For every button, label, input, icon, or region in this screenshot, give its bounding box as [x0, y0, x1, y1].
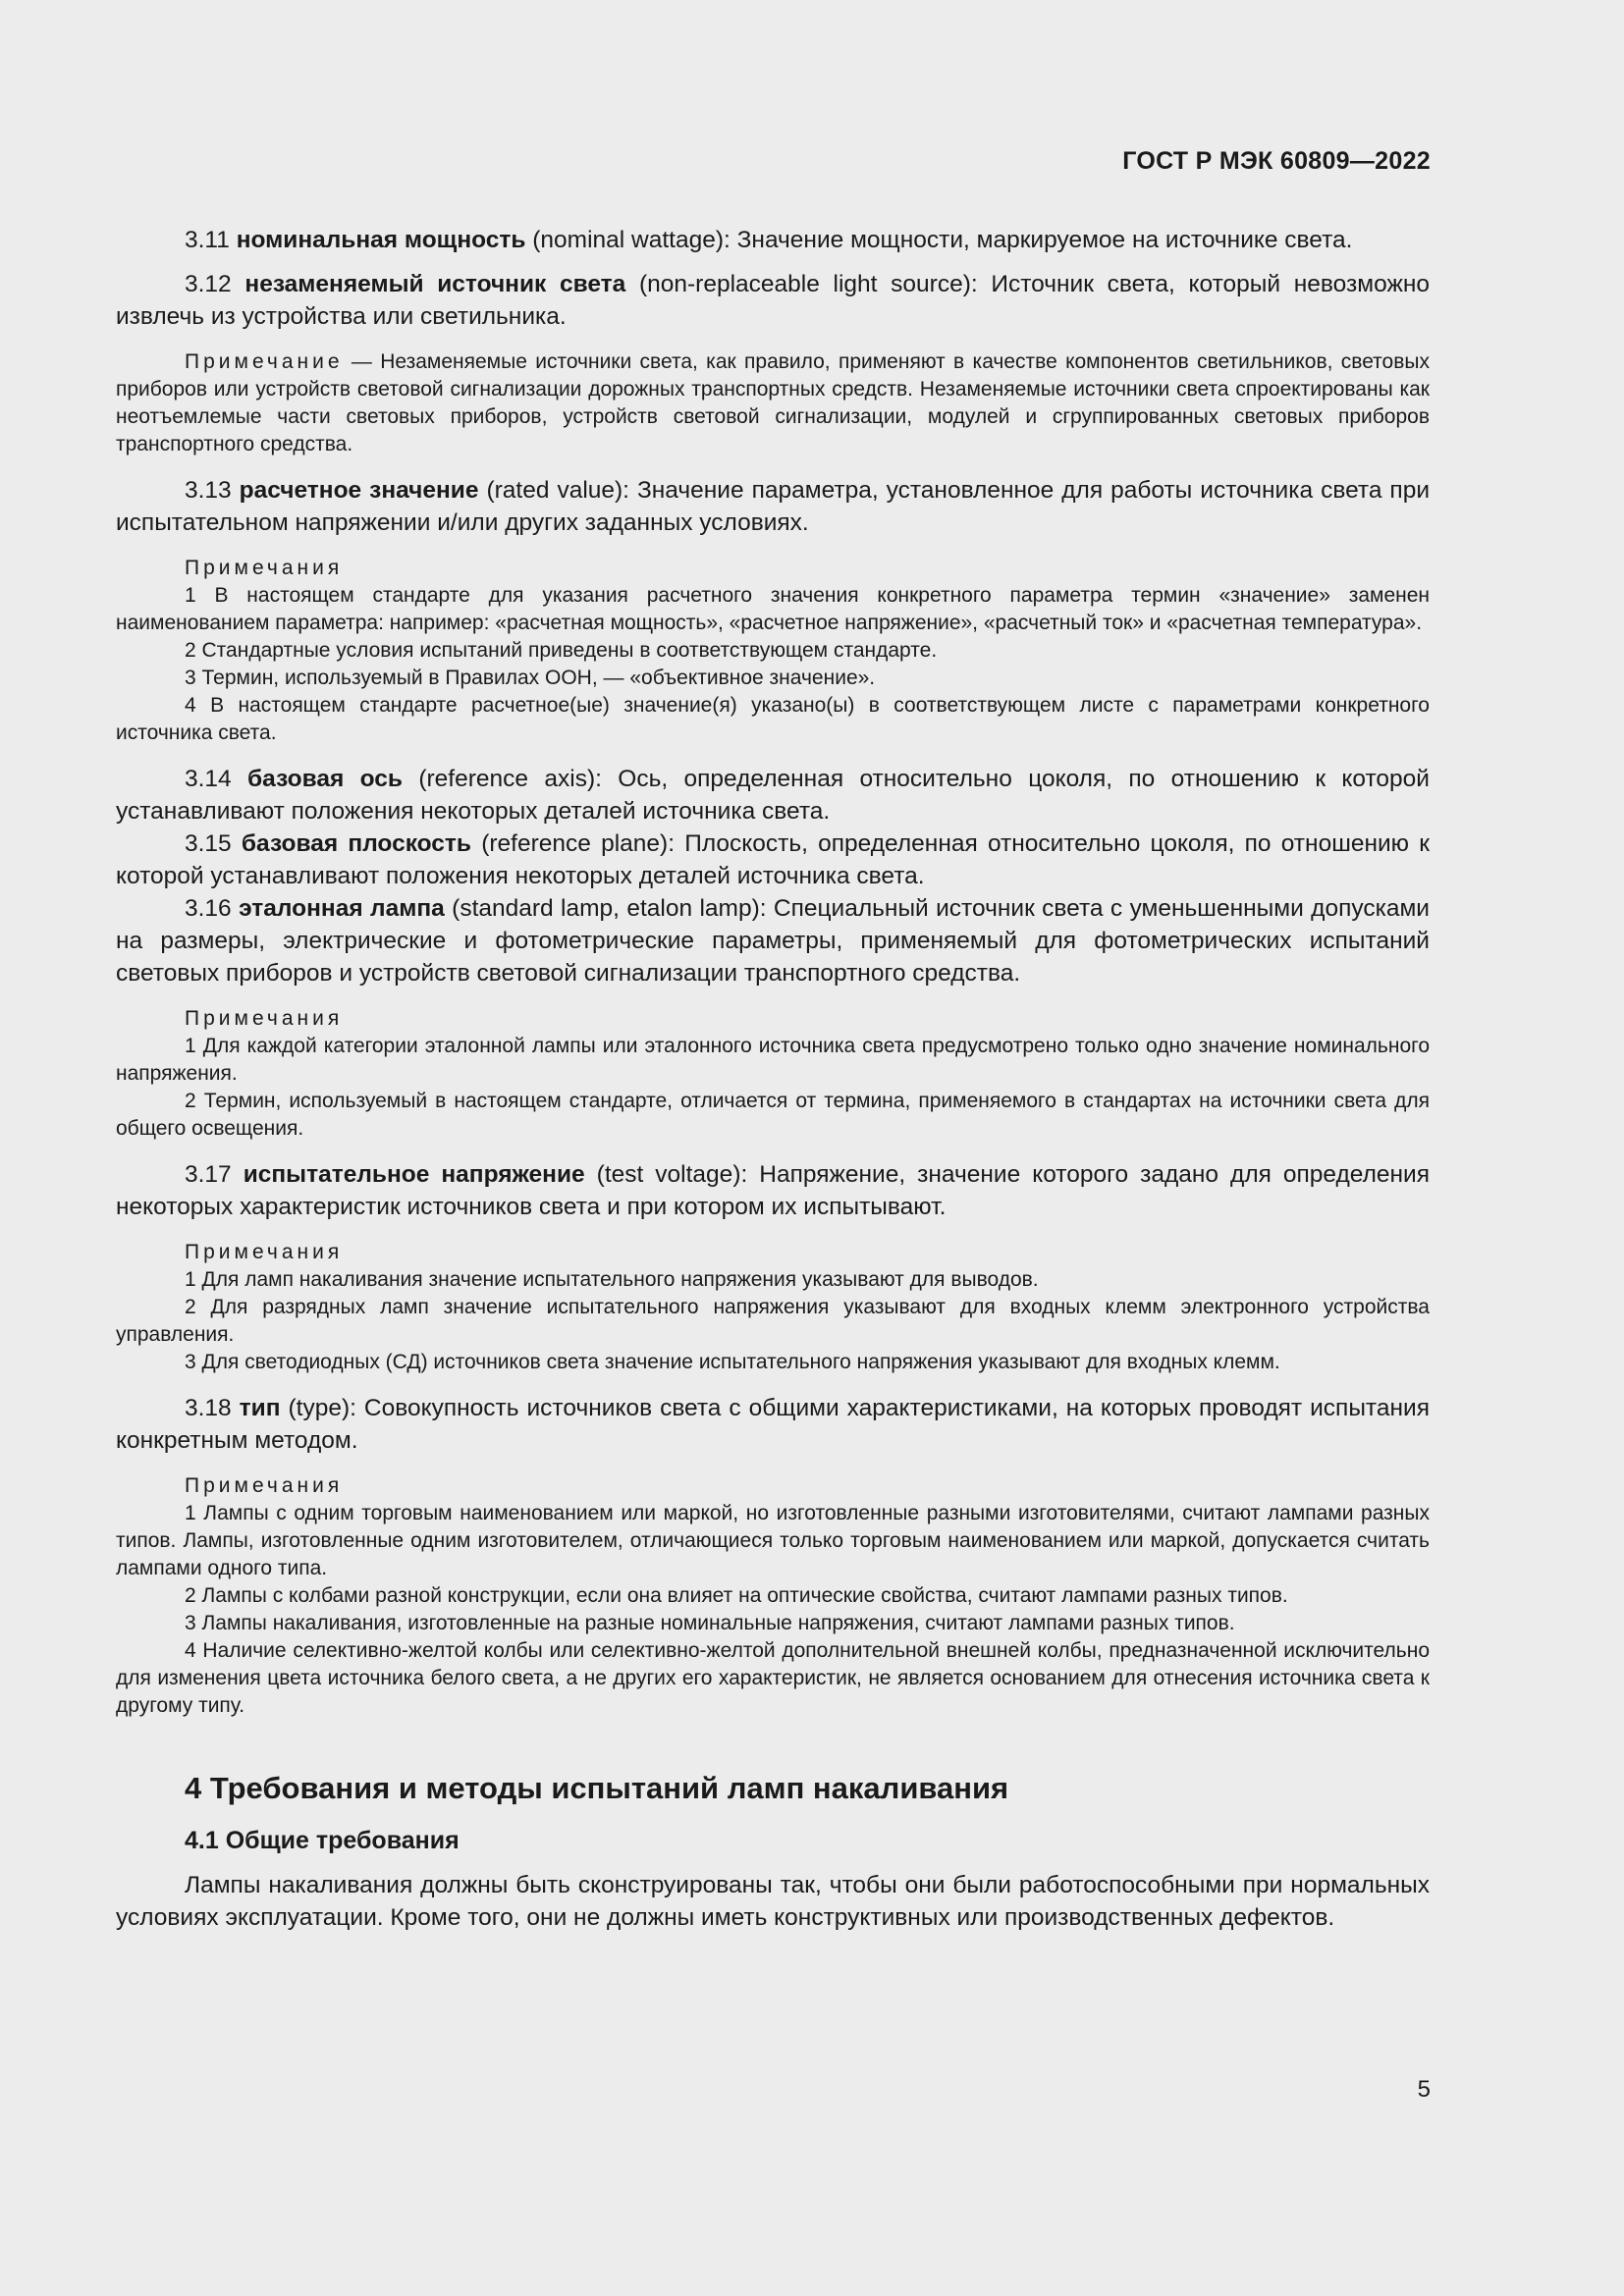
term-reference-axis: базовая ось [247, 766, 403, 792]
note-item: 4 Наличие селективно-желтой колбы или селективно-желтой дополнительной внешней колбы, предназначенной исключительно для изменения цвета источника белого света, а не других его характеристик, не является основанием для отнесения источника света к другому типу. [116, 1639, 1430, 1717]
term-type: тип [239, 1395, 281, 1421]
clause-3-16: 3.16 эталонная лампа (standard lamp, etalon lamp): Специальный источник света с уменьшенными допусками на размеры, электрические и фотометрические параметры, применяемый для фотометрических испытаний световых приборов и устройств световой сигнализации транспортного средства. [116, 895, 1430, 987]
note-item: 2 Термин, используемый в настоящем стандарте, отличается от термина, применяемого в стандартах на источники света для общего освещения. [116, 1090, 1430, 1140]
notes-3-18: Примечания 1 Лампы с одним торговым наименованием или маркой, но изготовленные разными изготовителями, считают лампами разных типов. Лампы, изготовленные одним изготовителем, отличающиеся только торговым наименованием или маркой, допускается считать лампами одного типа. 2 Лампы с колбами разной конструкции, если она влияет на оптические свойства, считают лампами разных типов. 3 Лампы накаливания, изготовленные на разные номинальные напряжения, считают лампами разных типов. 4 Наличие селективно-желтой колбы или селективно-желтой дополнительной внешней колбы, предназначенной исключительно для изменения цвета источника белого света, а не других его характеристик, не является основанием для отнесения источника света к другому типу. [116, 1472, 1430, 1720]
note-item: 2 Для разрядных ламп значение испытательного напряжения указывают для входных клемм электронного устройства управления. [116, 1296, 1430, 1346]
note-item: 1 В настоящем стандарте для указания расчетного значения конкретного параметра термин «значение» заменен наименованием параметра: например: «расчетная мощность», «расчетное напряжение», «расчетный ток» и «расчетная температура». [116, 584, 1430, 634]
note-item: 1 Лампы с одним торговым наименованием или маркой, но изготовленные разными изготовителями, считают лампами разных типов. Лампы, изготовленные одним изготовителем, отличающиеся только торговым наименованием или маркой, допускается считать лампами одного типа. [116, 1502, 1430, 1579]
section-4-1-text: Лампы накаливания должны быть сконструированы так, чтобы они были работоспособными при нормальных условиях эксплуатации. Кроме того, они не должны иметь конструктивных или производственных дефектов. [116, 1872, 1430, 1931]
section-4-title: 4 Требования и методы испытаний ламп накаливания [185, 1771, 1009, 1805]
page-number: 5 [1417, 2076, 1431, 2103]
note-item: 4 В настоящем стандарте расчетное(ые) значение(я) указано(ы) в соответствующем листе с параметрами конкретного источника света. [116, 694, 1430, 744]
note-3-12: Примечание — Незаменяемые источники света, как правило, применяют в качестве компонентов светильников, световых приборов или устройств световой сигнализации дорожных транспортных средств. Незаменяемые источники света спроектированы как неотъемлемые части световых приборов, устройств световой сигнализации, модулей и сгруппированных световых приборов транспортного средства. [116, 350, 1430, 455]
notes-3-16: Примечания 1 Для каждой категории эталонной лампы или эталонного источника света предусмотрено только одно значение номинального напряжения. 2 Термин, используемый в настоящем стандарте, отличается от термина, применяемого в стандартах на источники света для общего освещения. [116, 1005, 1430, 1143]
note-item: 1 Для ламп накаливания значение испытательного напряжения указывают для выводов. [185, 1268, 1039, 1291]
clause-3-15: 3.15 базовая плоскость (reference plane): Плоскость, определенная относительно цоколя, по отношению к которой устанавливают положения некоторых деталей источника света. [116, 830, 1430, 889]
section-4-1-title: 4.1 Общие требования [185, 1827, 460, 1854]
document-header: ГОСТ Р МЭК 60809—2022 [1122, 147, 1431, 175]
clause-3-11: 3.11 номинальная мощность (nominal wattage): Значение мощности, маркируемое на источнике света. [185, 227, 1353, 253]
note-item: 3 Термин, используемый в Правилах ООН, — «объективное значение». [185, 667, 876, 689]
note-item: 1 Для каждой категории эталонной лампы или эталонного источника света предусмотрено только одно значение номинального напряжения. [116, 1035, 1430, 1085]
note-item: 3 Лампы накаливания, изготовленные на разные номинальные напряжения, считают лампами разных типов. [185, 1612, 1235, 1634]
term-standard-lamp: эталонная лампа [239, 895, 445, 922]
notes-3-13: Примечания 1 В настоящем стандарте для указания расчетного значения конкретного параметра термин «значение» заменен наименованием параметра: например: «расчетная мощность», «расчетное напряжение», «расчетный ток» и «расчетная температура». 2 Стандартные условия испытаний приведены в соответствующем стандарте. 3 Термин, используемый в Правилах ООН, — «объективное значение». 4 В настоящем стандарте расчетное(ые) значение(я) указано(ы) в соответствующем листе с параметрами конкретного источника света. [116, 555, 1430, 747]
clause-3-12: 3.12 незаменяемый источник света (non-replaceable light source): Источник света, который невозможно извлечь из устройства или светильника. [116, 271, 1430, 330]
note-item: 2 Лампы с колбами разной конструкции, если она влияет на оптические свойства, считают лампами разных типов. [185, 1584, 1288, 1607]
term-rated-value: расчетное значение [239, 477, 479, 504]
term-test-voltage: испытательное напряжение [243, 1161, 585, 1188]
term-non-replaceable: незаменяемый источник света [244, 271, 626, 297]
note-item: 3 Для светодиодных (СД) источников света значение испытательного напряжения указывают для входных клемм. [185, 1351, 1280, 1373]
note-item: 2 Стандартные условия испытаний приведены в соответствующем стандарте. [185, 639, 938, 662]
term-reference-plane: базовая плоскость [241, 830, 471, 857]
page-content [116, 224, 1430, 1934]
clause-3-18: 3.18 тип (type): Совокупность источников света с общими характеристиками, на которых проводят испытания конкретным методом. [116, 1395, 1430, 1454]
term-nominal-wattage: номинальная мощность [236, 227, 526, 253]
clause-3-17: 3.17 испытательное напряжение (test voltage): Напряжение, значение которого задано для определения некоторых характеристик источников света и при котором их испытывают. [116, 1161, 1431, 1220]
clause-3-13: 3.13 расчетное значение (rated value): Значение параметра, установленное для работы источника света при испытательном напряжении и/или других заданных условиях. [116, 477, 1431, 536]
clause-3-14: 3.14 базовая ось (reference axis): Ось, определенная относительно цоколя, по отношению к которой устанавливают положения некоторых деталей источника света. [116, 766, 1430, 825]
notes-3-17: Примечания 1 Для ламп накаливания значение испытательного напряжения указывают для выводов. 2 Для разрядных ламп значение испытательного напряжения указывают для входных клемм электронного устройства управления. 3 Для светодиодных (СД) источников света значение испытательного напряжения указывают для входных клемм. [116, 1239, 1430, 1376]
